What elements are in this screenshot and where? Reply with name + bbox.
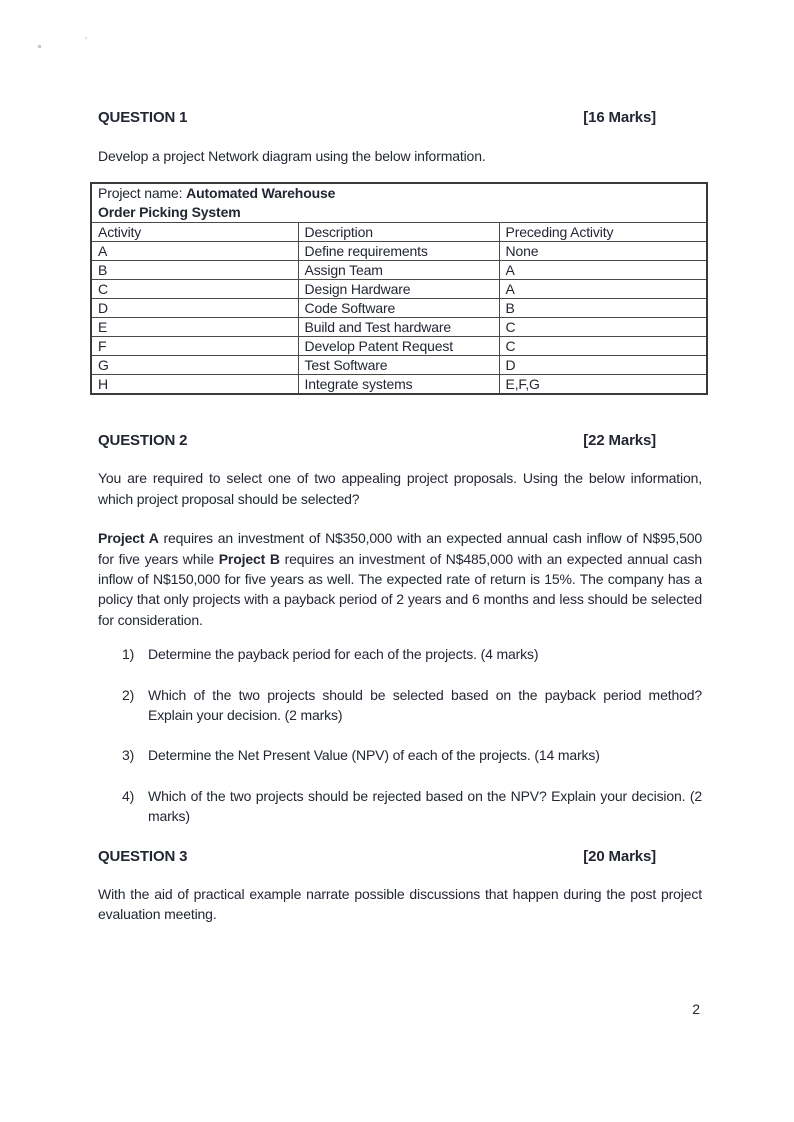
question-2-heading-row — [98, 431, 702, 451]
table-cell-description: Define requirements — [298, 242, 499, 261]
question-2-scenario — [98, 528, 702, 630]
table-cell-activity: G — [91, 356, 298, 375]
table-cell-description: Design Hardware — [298, 280, 499, 299]
question-2-section — [98, 431, 702, 826]
question-2-marks: [22 Marks] — [583, 432, 656, 450]
table-cell-activity: H — [91, 375, 298, 395]
table-cell-activity: E — [91, 318, 298, 337]
table-cell-preceding: E,F,G — [499, 375, 707, 395]
subquestion-4-text: Which of the two projects should be rejected based on the NPV? Explain your decision. (2 marks) — [148, 787, 702, 825]
table-cell-preceding: B — [499, 299, 707, 318]
subquestion-1-number: 1) — [122, 646, 135, 663]
column-header-preceding: Preceding Activity — [499, 223, 707, 242]
question-2-subquestions — [98, 644, 702, 826]
table-row — [91, 261, 707, 280]
table-cell-description: Build and Test hardware — [298, 318, 499, 337]
table-cell-preceding: D — [499, 356, 707, 375]
table-row — [91, 280, 707, 299]
project-a-label: Project A — [98, 530, 159, 547]
question-1-heading-row — [98, 108, 702, 128]
question-2-intro: You are required to select one of two appealing project proposals. Using the below information, which project proposal should be selected? — [98, 470, 702, 507]
table-caption — [91, 183, 707, 223]
table-caption-line1 — [98, 184, 700, 203]
question-3-intro: With the aid of practical example narrate possible discussions that happen during the post project evaluation meeting. — [98, 885, 702, 923]
table-header-row — [91, 223, 707, 242]
subquestion-2-text: Which of the two projects should be selected based on the payback period method? Explain your decision. (2 marks) — [148, 686, 702, 724]
activity-table — [90, 182, 708, 395]
question-2-title: QUESTION 2 — [98, 432, 188, 450]
question-1-intro: Develop a project Network diagram using the below information. — [98, 148, 486, 164]
table-row — [91, 318, 707, 337]
subquestion-2 — [98, 685, 702, 726]
question-3-marks: [20 Marks] — [583, 847, 656, 865]
question-1-title: QUESTION 1 — [98, 109, 188, 126]
question-3-heading-row — [98, 847, 702, 867]
table-cell-description: Code Software — [298, 299, 499, 318]
subquestion-4-number: 4) — [122, 787, 135, 804]
table-cell-activity: F — [91, 337, 298, 356]
table-cell-description: Develop Patent Request — [298, 337, 499, 356]
page-content — [98, 0, 702, 925]
table-row — [91, 242, 707, 261]
table-cell-activity: D — [91, 299, 298, 318]
table-cell-preceding: None — [499, 242, 707, 261]
column-header-description: Description — [298, 223, 499, 242]
subquestion-2-number: 2) — [122, 686, 135, 703]
subquestion-3 — [98, 745, 702, 765]
question-1-marks: [16 Marks] — [583, 109, 656, 126]
table-cell-description: Integrate systems — [298, 375, 499, 395]
page-number: 2 — [692, 1001, 700, 1017]
table-cell-activity: A — [91, 242, 298, 261]
question-3-section — [98, 847, 702, 925]
table-row — [91, 356, 707, 375]
question-3-title: QUESTION 3 — [98, 847, 188, 865]
scan-speck — [85, 37, 87, 39]
subquestion-3-number: 3) — [122, 747, 135, 764]
table-cell-description: Assign Team — [298, 261, 499, 280]
caption-prefix: Project name: — [98, 185, 187, 202]
subquestion-1 — [98, 644, 702, 664]
subquestion-1-text: Determine the payback period for each of the projects. (4 marks) — [148, 646, 539, 663]
table-cell-preceding: A — [499, 280, 707, 299]
table-row — [91, 299, 707, 318]
table-caption-line2: Order Picking System — [98, 204, 241, 221]
table-cell-preceding: C — [499, 337, 707, 356]
table-cell-preceding: A — [499, 261, 707, 280]
caption-project-name: Automated Warehouse — [186, 185, 336, 202]
table-row — [91, 375, 707, 395]
subquestion-3-text: Determine the Net Present Value (NPV) of each of the projects. (14 marks) — [148, 747, 600, 764]
project-b-label: Project B — [218, 550, 280, 567]
question-1-section — [98, 108, 702, 395]
table-cell-activity: C — [91, 280, 298, 299]
table-cell-activity: B — [91, 261, 298, 280]
table-cell-description: Test Software — [298, 356, 499, 375]
column-header-activity: Activity — [91, 223, 298, 242]
table-row — [91, 337, 707, 356]
activity-table-wrapper — [90, 182, 706, 395]
table-caption-row — [91, 183, 707, 223]
subquestion-4 — [98, 786, 702, 827]
scenario-text: requires an investment of N$350,000 with an expected annual cash inflow of N$95,500 for five years while — [98, 530, 702, 567]
scenario-text: requires an investment of N$485,000 with an expected annual cash inflow of N$150,000 for five years as well. The expected rate of return is 15%. The company has a policy that only projects with a payback period of 2 years and 6 months and less should be selected for consideration. — [98, 550, 703, 628]
table-cell-preceding: C — [499, 318, 707, 337]
scan-speck — [38, 45, 41, 48]
